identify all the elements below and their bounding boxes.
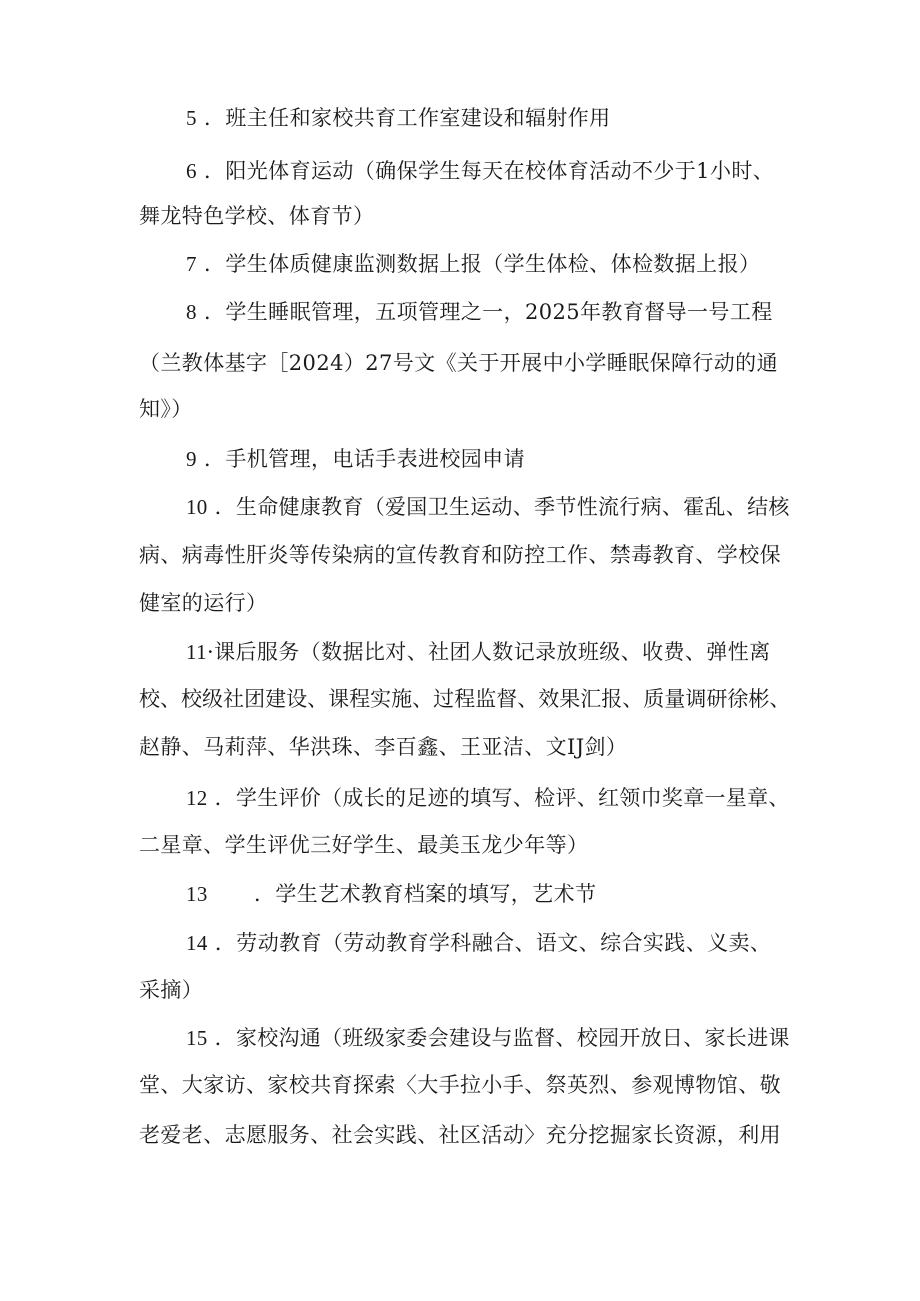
item-10-line-3 [139, 589, 267, 617]
item-number: 12 [186, 786, 208, 810]
item-14-line-2 [139, 976, 203, 1004]
item-text: ．家校沟通（班级家委会建设与监督、校园开放日、家长进课 [214, 1026, 790, 1050]
item-6-line-1 [186, 157, 774, 185]
item-number: 15 [186, 1026, 208, 1050]
item-text: 采摘） [139, 978, 204, 1002]
item-12-line-2 [139, 831, 588, 859]
item-12-line-1 [186, 784, 790, 812]
item-15-line-1 [186, 1024, 790, 1052]
item-10-line-1 [186, 493, 790, 521]
item-text: 校、校级社团建设、课程实施、过程监督、效果汇报、质量调研徐彬、 [139, 687, 791, 711]
item-text: 舞龙特色学校、体育节） [139, 204, 375, 228]
item-6-line-2 [139, 202, 374, 230]
item-5-line-1 [186, 104, 611, 132]
item-text: ．手机管理，电话手表进校园申请 [203, 447, 525, 471]
item-8-line-3 [139, 395, 193, 423]
item-13-line-1 [186, 880, 596, 908]
item-text: 病、病毒性肝炎等传染病的宣传教育和防控工作、禁毒教育、学校保 [139, 543, 781, 567]
item-8-line-1 [186, 298, 773, 326]
item-number: 5 [186, 106, 197, 130]
item-11-line-3 [139, 733, 627, 761]
item-15-line-2 [139, 1071, 781, 1099]
item-number: 9 [186, 447, 197, 471]
item-7-line-1 [186, 250, 760, 278]
item-number: 13 [186, 882, 208, 906]
item-text: 健室的运行） [139, 591, 268, 615]
item-14-line-1 [186, 929, 771, 957]
item-text: 堂、大家访、家校共育探索〈大手拉小手、祭英烈、参观博物馆、敬 [139, 1073, 781, 1097]
item-9-line-1 [186, 445, 525, 473]
item-text: ．劳动教育（劳动教育学科融合、语文、综合实践、义卖、 [214, 931, 772, 955]
item-number: 7 [186, 252, 197, 276]
item-text: ．班主任和家校共育工作室建设和辐射作用 [203, 106, 611, 130]
item-15-line-3 [139, 1121, 781, 1149]
item-text: （兰教体基字［2024）27号文《关于开展中小学睡眠保障行动的通 [139, 351, 778, 375]
item-text: 赵静、马莉萍、华洪珠、李百鑫、王亚洁、文IJ剑） [139, 735, 628, 759]
item-number: 14 [186, 931, 208, 955]
item-text: ．阳光体育运动（确保学生每天在校体育活动不少于1小时、 [203, 159, 775, 183]
item-text: 二星章、学生评优三好学生、最美玉龙少年等） [139, 833, 589, 857]
item-text: 老爱老、志愿服务、社会实践、社区活动〉充分挖掘家长资源，利用 [139, 1123, 781, 1147]
item-11-line-1 [186, 638, 771, 666]
item-number: 10 [186, 495, 208, 519]
item-11-line-2 [139, 685, 790, 713]
item-10-line-2 [139, 541, 781, 569]
item-text: ．学生睡眠管理，五项管理之一，2025年教育督导一号工程 [203, 300, 773, 324]
item-text: ．学生艺术教育档案的填写，艺术节 [254, 882, 597, 906]
item-text: ·课后服务（数据比对、社团人数记录放班级、收费、弹性离 [207, 640, 771, 664]
item-number: 8 [186, 300, 197, 324]
item-text: ．生命健康教育（爱国卫生运动、季节性流行病、霍乱、结核 [214, 495, 790, 519]
item-8-line-2 [139, 349, 778, 377]
item-number: 11 [186, 640, 208, 664]
item-text: 知》） [139, 397, 193, 421]
item-text: ．学生评价（成长的足迹的填写、检评、红领巾奖章一星章、 [214, 786, 790, 810]
item-number: 6 [186, 159, 197, 183]
item-text: ．学生体质健康监测数据上报（学生体检、体检数据上报） [203, 252, 761, 276]
